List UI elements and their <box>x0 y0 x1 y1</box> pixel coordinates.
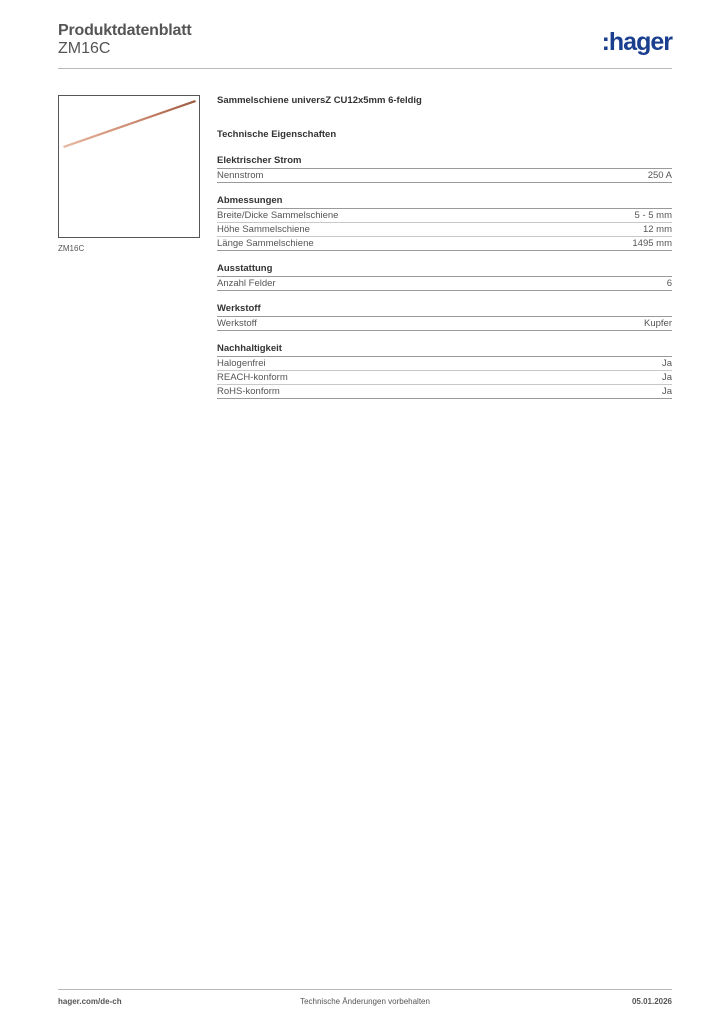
product-details <box>217 95 672 399</box>
row-label: Länge Sammelschiene <box>217 238 314 249</box>
product-code: ZM16C <box>58 40 111 57</box>
row-label: Anzahl Felder <box>217 278 276 289</box>
product-image <box>58 95 200 238</box>
footer-date: 05.01.2026 <box>631 997 672 1006</box>
table-row <box>217 371 672 385</box>
row-value: 5 - 5 mm <box>634 210 672 221</box>
row-label: REACH-konform <box>217 372 288 383</box>
table-row <box>217 277 672 291</box>
hager-logo <box>602 30 672 55</box>
logo-text: hager <box>608 28 672 56</box>
table-row <box>217 357 672 371</box>
row-label: Breite/Dicke Sammelschiene <box>217 210 339 221</box>
group-title: Werkstoff <box>217 303 672 317</box>
group-nachhaltigkeit <box>217 343 672 399</box>
row-value: Ja <box>661 372 672 383</box>
group-werkstoff <box>217 303 672 331</box>
product-name: Sammelschiene universZ CU12x5mm 6-feldig <box>217 95 422 106</box>
row-label: Werkstoff <box>217 318 257 329</box>
group-abmessungen <box>217 195 672 251</box>
footer-note: Technische Änderungen vorbehalten <box>300 997 430 1006</box>
row-value: Ja <box>661 386 672 397</box>
table-row <box>217 169 672 183</box>
document-title: Produktdatenblatt <box>58 22 192 39</box>
footer-divider <box>58 989 672 990</box>
row-value: Ja <box>661 358 672 369</box>
row-label: Halogenfrei <box>217 358 266 369</box>
row-value: 6 <box>666 278 672 289</box>
group-title: Elektrischer Strom <box>217 155 672 169</box>
table-row <box>217 209 672 223</box>
row-label: Nennstrom <box>217 170 264 181</box>
row-value: 1495 mm <box>632 238 672 249</box>
row-value: 12 mm <box>642 224 672 235</box>
group-elektrischer-strom <box>217 155 672 183</box>
row-label: Höhe Sammelschiene <box>217 224 310 235</box>
section-title: Technische Eigenschaften <box>217 129 337 140</box>
row-value: Kupfer <box>644 318 672 329</box>
group-title: Abmessungen <box>217 195 672 209</box>
table-row <box>217 223 672 237</box>
group-ausstattung <box>217 263 672 291</box>
table-row <box>217 385 672 399</box>
image-caption: ZM16C <box>58 244 85 253</box>
table-row <box>217 237 672 251</box>
page-header <box>58 20 672 70</box>
header-divider <box>58 68 672 69</box>
row-label: RoHS-konform <box>217 386 280 397</box>
group-title: Ausstattung <box>217 263 672 277</box>
group-title: Nachhaltigkeit <box>217 343 672 357</box>
busbar-icon <box>59 96 199 237</box>
table-row <box>217 317 672 331</box>
row-value: 250 A <box>647 170 672 181</box>
footer-website-link[interactable]: hager.com/de-ch <box>58 997 122 1006</box>
logo-dots-icon: : <box>601 28 609 56</box>
